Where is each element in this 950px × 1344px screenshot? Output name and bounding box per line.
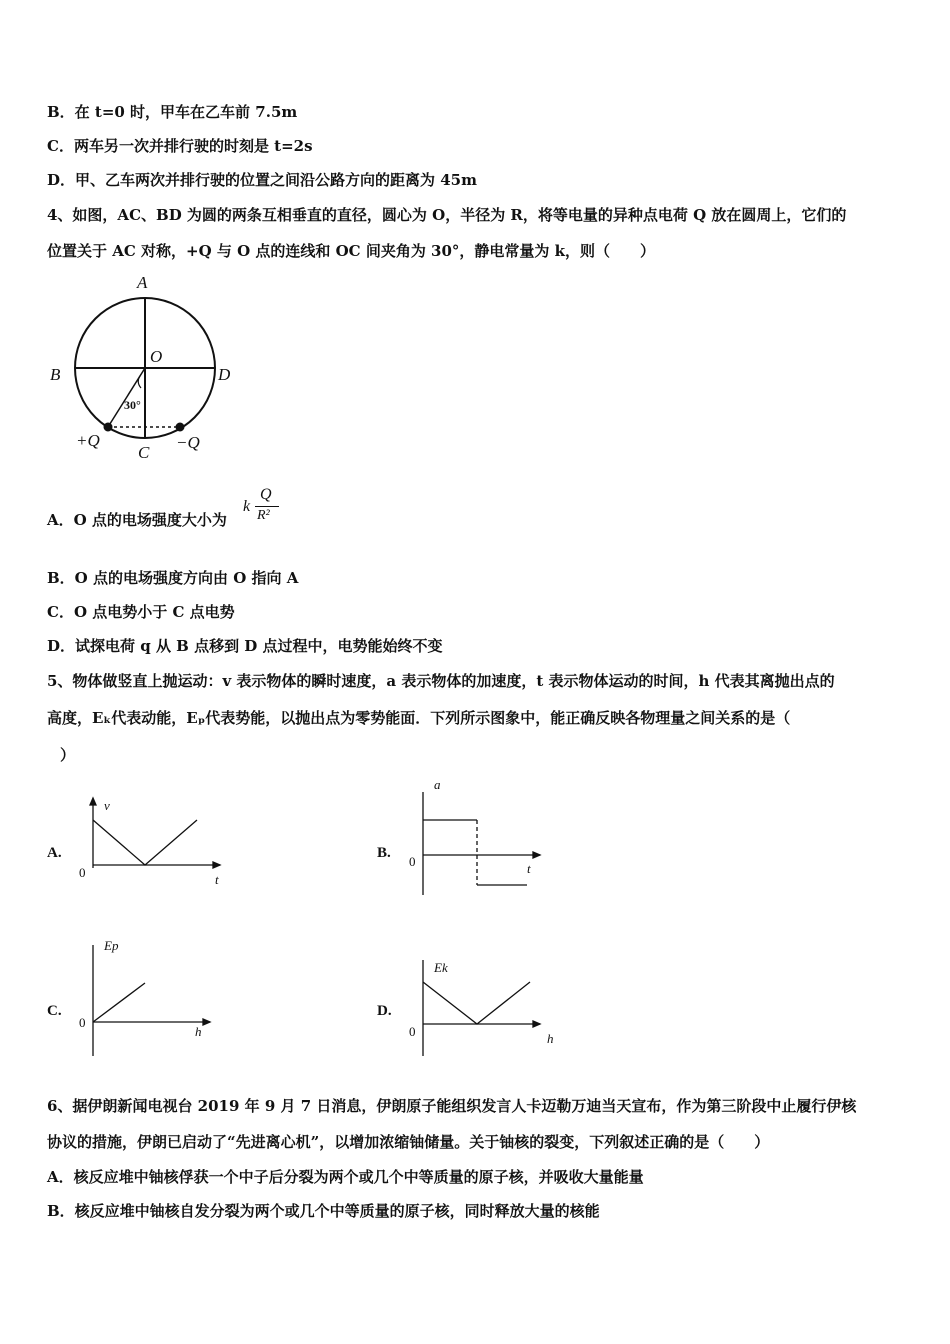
graph-c-y-axis: Ep [104, 938, 119, 953]
graph-c-x-axis: h [195, 1024, 202, 1039]
label-plus-q: +Q [76, 431, 100, 450]
angle-arc [138, 376, 141, 388]
graph-d-label: D. [377, 1003, 392, 1019]
graph-a-y-axis: v [104, 798, 110, 813]
graph-b-label: B. [377, 845, 391, 861]
graph-b-x-axis: t [527, 861, 531, 876]
graph-b [423, 792, 540, 895]
graph-c-origin: 0 [79, 1015, 86, 1030]
minus-q-charge [177, 424, 184, 431]
q6-option-b: B．核反应堆中铀核自发分裂为两个或几个中等质量的原子核，同时释放大量的核能 [47, 1202, 600, 1220]
q5-stem-line3: ） [60, 746, 76, 764]
graph-b-origin: 0 [409, 854, 416, 869]
q6-stem-line2: 协议的措施，伊朗已启动了“先进离心机”，以增加浓缩铀储量。关于铀核的裂变，下列叙述正确的是（ ） [47, 1133, 770, 1151]
graph-d-origin: 0 [409, 1024, 416, 1039]
graph-d-x-axis: h [547, 1031, 554, 1046]
circle-diagram [75, 298, 215, 438]
graph-a-label: A. [47, 845, 62, 861]
q5-stem-line1: 5、物体做竖直上抛运动：v 表示物体的瞬时速度，a 表示物体的加速度，t 表示物体运动的时间，h 代表其离抛出点的 [47, 672, 835, 690]
q4-option-b: B．O 点的电场强度方向由 O 指向 A [47, 569, 299, 587]
formula-denominator: R² [257, 508, 270, 523]
q5-stem-line2: 高度，Eₖ代表动能，Eₚ代表势能，以抛出点为零势能面．下列所示图象中，能正确反映各物理量之间关系的是（ [47, 709, 791, 727]
q3-option-d: D．甲、乙车两次并排行驶的位置之间沿公路方向的距离为 45m [47, 171, 477, 189]
q6-stem-line1: 6、据伊朗新闻电视台 2019 年 9 月 7 日消息，伊朗原子能组织发言人卡迈勒万迪当天宣布，作为第三阶段中止履行伊核 [47, 1097, 857, 1115]
formula-numerator: Q [260, 486, 272, 503]
q3-option-c: C．两车另一次并排行驶的时刻是 t=2s [47, 137, 313, 155]
label-o: O [150, 347, 163, 366]
graph-b-y-axis: a [434, 777, 441, 792]
label-angle: 30° [124, 398, 141, 412]
label-a: A [137, 273, 148, 292]
graph-d-y-axis: Ek [434, 960, 448, 975]
q4-stem-line1: 4、如图，AC、BD 为圆的两条互相垂直的直径，圆心为 O，半径为 R，将等电量的异种点电荷 Q 放在圆周上，它们的 [47, 206, 847, 224]
q4-stem-line2: 位置关于 AC 对称，+Q 与 O 点的连线和 OC 间夹角为 30°，静电常量为 k，则（ ） [47, 242, 656, 260]
label-c: C [138, 443, 150, 462]
label-minus-q: −Q [176, 433, 200, 452]
q3-option-b: B．在 t=0 时，甲车在乙车前 7.5m [47, 103, 298, 121]
q4-option-a: A．O 点的电场强度大小为 [47, 511, 227, 529]
formula-k: k [243, 498, 251, 515]
q6-option-a: A．核反应堆中铀核俘获一个中子后分裂为两个或几个中等质量的原子核，并吸收大量能量 [47, 1168, 644, 1186]
label-b: B [50, 365, 61, 384]
label-d: D [218, 365, 231, 384]
q4-option-d: D．试探电荷 q 从 B 点移到 D 点过程中，电势能始终不变 [47, 637, 443, 655]
q4-option-c: C．O 点电势小于 C 点电势 [47, 603, 235, 621]
graph-c [93, 945, 210, 1056]
plus-q-charge [105, 424, 112, 431]
graph-a-x-axis: t [215, 872, 219, 887]
graph-a-origin: 0 [79, 865, 86, 880]
graph-c-label: C. [47, 1003, 62, 1019]
